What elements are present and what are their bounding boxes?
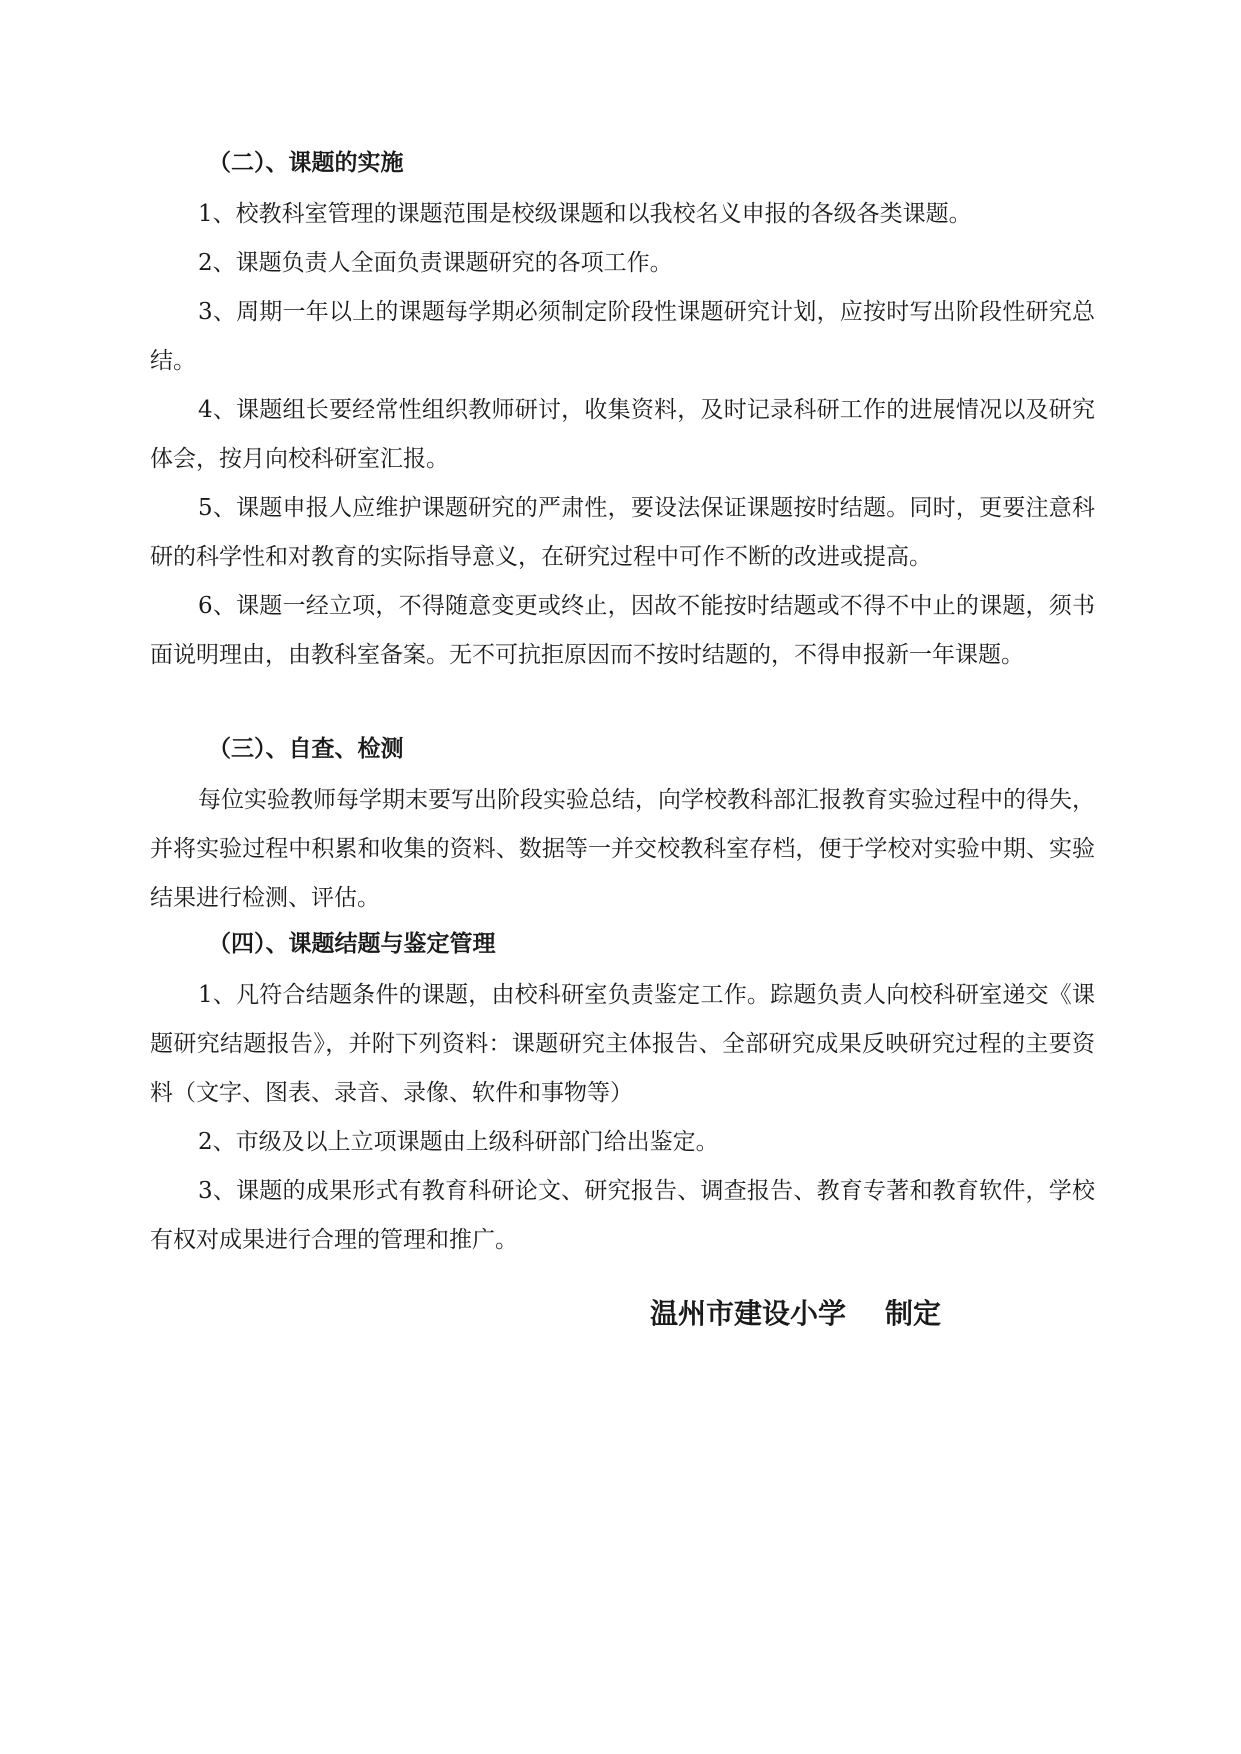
section-heading-implementation: （二）、课题的实施: [208, 150, 404, 176]
paragraph-implementation-6: 6、课题一经立项，不得随意变更或终止，因故不能按时结题或不得不中止的课题，须书面说明理由，由教科室备案。无不可抗拒原因而不按时结题的，不得申报新一年课题。: [150, 593, 1095, 668]
paragraph-conclusion-2: 2、市级及以上立项课题由上级科研部门给出鉴定。: [198, 1129, 719, 1155]
paragraph-implementation-5: 5、课题申报人应维护课题研究的严肃性，要设法保证课题按时结题。同时，更要注意科研的科学性和对教育的实际指导意义，在研究过程中可作不断的改进或提高。: [150, 495, 1095, 570]
paragraph-conclusion-1: 1、凡符合结题条件的课题，由校科研室负责鉴定工作。踪题负责人向校科研室递交《课题研究结题报告》，并附下列资料：课题研究主体报告、全部研究成果反映研究过程的主要资料（文字、图表、录音、录像、软件和事物等）: [150, 982, 1095, 1106]
signature: 温州市建设小学 制定: [650, 1297, 941, 1330]
paragraph-conclusion-3: 3、课题的成果形式有教育科研论文、研究报告、调查报告、教育专著和教育软件，学校有权对成果进行合理的管理和推广。: [150, 1178, 1095, 1253]
paragraph-implementation-4: 4、课题组长要经常性组织教师研讨，收集资料，及时记录科研工作的进展情况以及研究体会，按月向校科研室汇报。: [150, 397, 1095, 472]
section-heading-conclusion: （四）、课题结题与鉴定管理: [208, 931, 496, 957]
section-heading-self-check: （三）、自查、检测: [208, 736, 404, 762]
paragraph-implementation-1: 1、校教科室管理的课题范围是校级课题和以我校名义申报的各级各类课题。: [198, 201, 972, 227]
paragraph-implementation-2: 2、课题负责人全面负责课题研究的各项工作。: [198, 250, 673, 276]
paragraph-self-check: 每位实验教师每学期末要写出阶段实验总结，向学校教科部汇报教育实验过程中的得失，并将实验过程中积累和收集的资料、数据等一并交校教科室存档，便于学校对实验中期、实验结果进行检测、评估。: [150, 787, 1095, 911]
paragraph-implementation-3: 3、周期一年以上的课题每学期必须制定阶段性课题研究计划，应按时写出阶段性研究总结。: [150, 299, 1095, 374]
